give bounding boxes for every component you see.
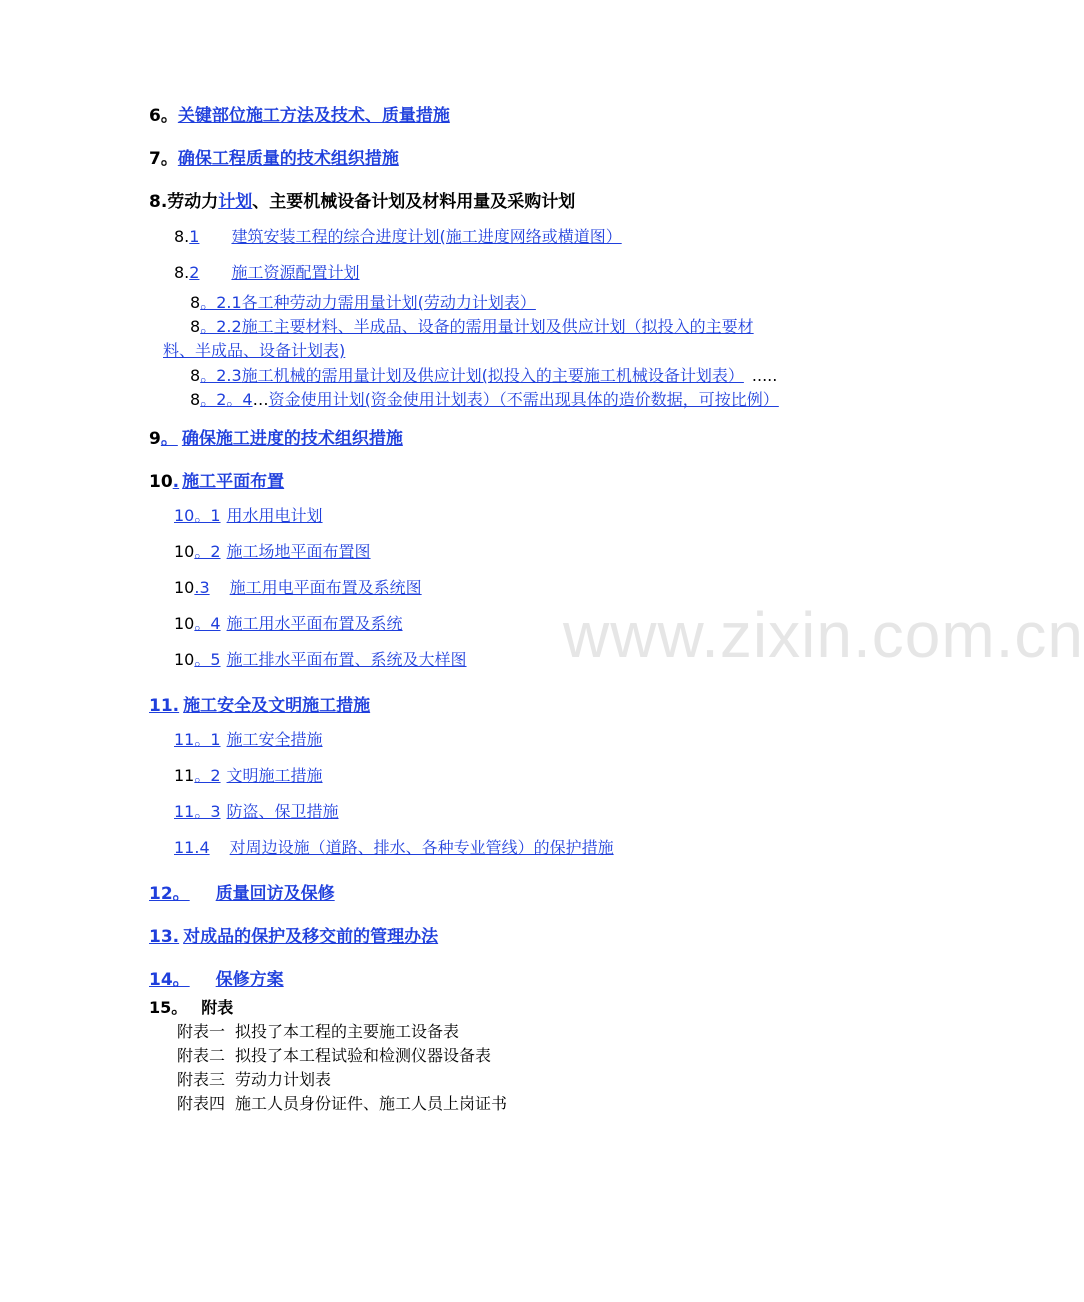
toc-title: 附表: [201, 998, 234, 1017]
appendix-label: 附表四: [177, 1094, 226, 1113]
toc-subnumber-link[interactable]: 1: [189, 227, 200, 246]
toc-number: 15。: [149, 998, 188, 1017]
toc-number: 8: [190, 317, 201, 336]
toc-link-8-2-1[interactable]: 各工种劳动力需用量计划(劳动力计划表）: [241, 293, 536, 312]
watermark: www.zixin.com.cn: [563, 599, 1084, 671]
toc-number: 8: [190, 293, 201, 312]
toc-entry-7: [149, 151, 399, 168]
appendix-item: [177, 1096, 507, 1112]
toc-subnumber-link[interactable]: 2: [189, 263, 200, 282]
toc-number: 8.: [174, 263, 190, 282]
toc-number: 6。: [149, 106, 178, 126]
appendix-item: [177, 1072, 331, 1088]
toc-link-9[interactable]: 确保施工进度的技术组织措施: [181, 429, 403, 449]
toc-ellipsis: …: [252, 390, 269, 409]
toc-link-10[interactable]: 施工平面布置: [182, 472, 285, 492]
toc-number: 10: [174, 578, 195, 597]
toc-entry-15: [149, 1000, 233, 1016]
appendix-item: [177, 1048, 491, 1064]
toc-link-10-3[interactable]: 施工用电平面布置及系统图: [229, 578, 422, 597]
toc-link-11-1[interactable]: 施工安全措施: [226, 730, 323, 749]
toc-entry-11-4: [174, 840, 614, 856]
toc-number: 7。: [149, 149, 178, 169]
toc-subnumber-link[interactable]: 。2.2: [200, 317, 242, 336]
appendix-title: 劳动力计划表: [235, 1070, 332, 1089]
toc-link-11-3[interactable]: 防盗、保卫措施: [226, 802, 339, 821]
toc-number-link[interactable]: 13.: [149, 927, 180, 947]
toc-entry-11-3: [174, 804, 339, 820]
toc-entry-14: [149, 972, 284, 989]
appendix-title: 施工人员身份证件、施工人员上岗证书: [235, 1094, 508, 1113]
toc-entry-10-5: [174, 652, 467, 668]
toc-leader-dots: .....: [751, 366, 778, 385]
toc-link-11[interactable]: 施工安全及文明施工措施: [183, 696, 371, 716]
toc-link-6[interactable]: 关键部位施工方法及技术、质量措施: [177, 106, 450, 126]
toc-entry-8-2: [174, 265, 359, 281]
toc-text: 、主要机械设备计划及材料用量及采购计划: [252, 192, 576, 212]
toc-link-14[interactable]: 保修方案: [215, 970, 284, 990]
toc-number: 8.: [149, 192, 168, 212]
toc-number: 8: [190, 390, 201, 409]
appendix-item: [177, 1024, 459, 1040]
toc-link-10-2[interactable]: 施工场地平面布置图: [226, 542, 371, 561]
toc-link-8-2[interactable]: 施工资源配置计划: [231, 263, 360, 282]
toc-number: 11: [174, 766, 195, 785]
toc-link-11-2[interactable]: 文明施工措施: [226, 766, 323, 785]
toc-number-link[interactable]: 11。1: [174, 730, 221, 749]
toc-entry-8-2-4: [190, 392, 779, 408]
toc-entry-8-2-2: [190, 319, 754, 335]
toc-subnumber-link[interactable]: 。5: [194, 650, 221, 669]
toc-number-link[interactable]: 14。: [149, 970, 190, 990]
toc-subnumber-link[interactable]: 。2。4: [200, 390, 253, 409]
toc-link-7[interactable]: 确保工程质量的技术组织措施: [177, 149, 399, 169]
toc-entry-6: [149, 108, 450, 125]
toc-entry-8-2-1: [190, 295, 536, 311]
toc-number-link[interactable]: 11.: [149, 696, 180, 716]
toc-subnumber-link[interactable]: 。2.1: [200, 293, 242, 312]
toc-entry-10-3: [174, 580, 422, 596]
toc-link-8-2-4[interactable]: 资金使用计划(资金使用计划表）（不需出现具体的造价数据，可按比例）: [268, 390, 779, 409]
toc-entry-10-1: [174, 508, 323, 524]
toc-subnumber-link[interactable]: 。2: [194, 542, 221, 561]
appendix-label: 附表三: [177, 1070, 226, 1089]
toc-link-12[interactable]: 质量回访及保修: [215, 884, 335, 904]
toc-link-8-2-3[interactable]: 施工机械的需用量计划及供应计划(拟投入的主要施工机械设备计划表）: [241, 366, 744, 385]
toc-number: 8: [190, 366, 201, 385]
toc-entry-8-2-3: [190, 368, 777, 384]
appendix-title: 拟投了本工程试验和检测仪器设备表: [235, 1046, 492, 1065]
toc-entry-10: [149, 474, 284, 491]
toc-number: 10: [174, 614, 195, 633]
toc-link-10-4[interactable]: 施工用水平面布置及系统: [226, 614, 403, 633]
toc-number-link[interactable]: .: [172, 472, 180, 492]
toc-entry-11: [149, 698, 370, 715]
toc-number-link[interactable]: 11.4: [174, 838, 210, 857]
toc-entry-8-1: [174, 229, 622, 245]
toc-number: 10: [174, 542, 195, 561]
toc-subnumber-link[interactable]: .3: [194, 578, 210, 597]
toc-number-link[interactable]: 11。3: [174, 802, 221, 821]
toc-link-8-2-2-cont[interactable]: 料、半成品、设备计划表): [163, 341, 346, 360]
toc-entry-9: [149, 431, 403, 448]
toc-link-10-5[interactable]: 施工排水平面布置、系统及大样图: [226, 650, 467, 669]
appendix-title: 拟投了本工程的主要施工设备表: [235, 1022, 460, 1041]
toc-entry-11-1: [174, 732, 323, 748]
toc-link-10-1[interactable]: 用水用电计划: [226, 506, 323, 525]
appendix-label: 附表二: [177, 1046, 226, 1065]
toc-link-8-2-2[interactable]: 施工主要材料、半成品、设备的需用量计划及供应计划（拟投入的主要材: [241, 317, 754, 336]
toc-number: 9: [149, 429, 161, 449]
toc-link-13[interactable]: 对成品的保护及移交前的管理办法: [183, 927, 439, 947]
toc-number: 8.: [174, 227, 190, 246]
toc-entry-11-2: [174, 768, 323, 784]
toc-number-link[interactable]: 。: [160, 429, 178, 449]
toc-number: 10: [149, 472, 173, 492]
toc-entry-13: [149, 929, 438, 946]
toc-number-link[interactable]: 10。1: [174, 506, 221, 525]
toc-number: 10: [174, 650, 195, 669]
toc-link-8[interactable]: 计划: [218, 192, 253, 212]
toc-link-8-1[interactable]: 建筑安装工程的综合进度计划(施工进度网络或横道图）: [231, 227, 622, 246]
toc-subnumber-link[interactable]: 。2.3: [200, 366, 242, 385]
toc-subnumber-link[interactable]: 。4: [194, 614, 221, 633]
toc-entry-8-2-2-continuation: [163, 343, 345, 359]
toc-number-link[interactable]: 12。: [149, 884, 190, 904]
appendix-label: 附表一: [177, 1022, 226, 1041]
toc-entry-12: [149, 886, 335, 903]
toc-subnumber-link[interactable]: 。2: [194, 766, 221, 785]
toc-entry-10-4: [174, 616, 403, 632]
toc-entry-10-2: [174, 544, 371, 560]
toc-link-11-4[interactable]: 对周边设施（道路、排水、各种专业管线）的保护措施: [229, 838, 614, 857]
toc-text: 劳动力: [167, 192, 219, 212]
toc-entry-8: [149, 194, 575, 211]
